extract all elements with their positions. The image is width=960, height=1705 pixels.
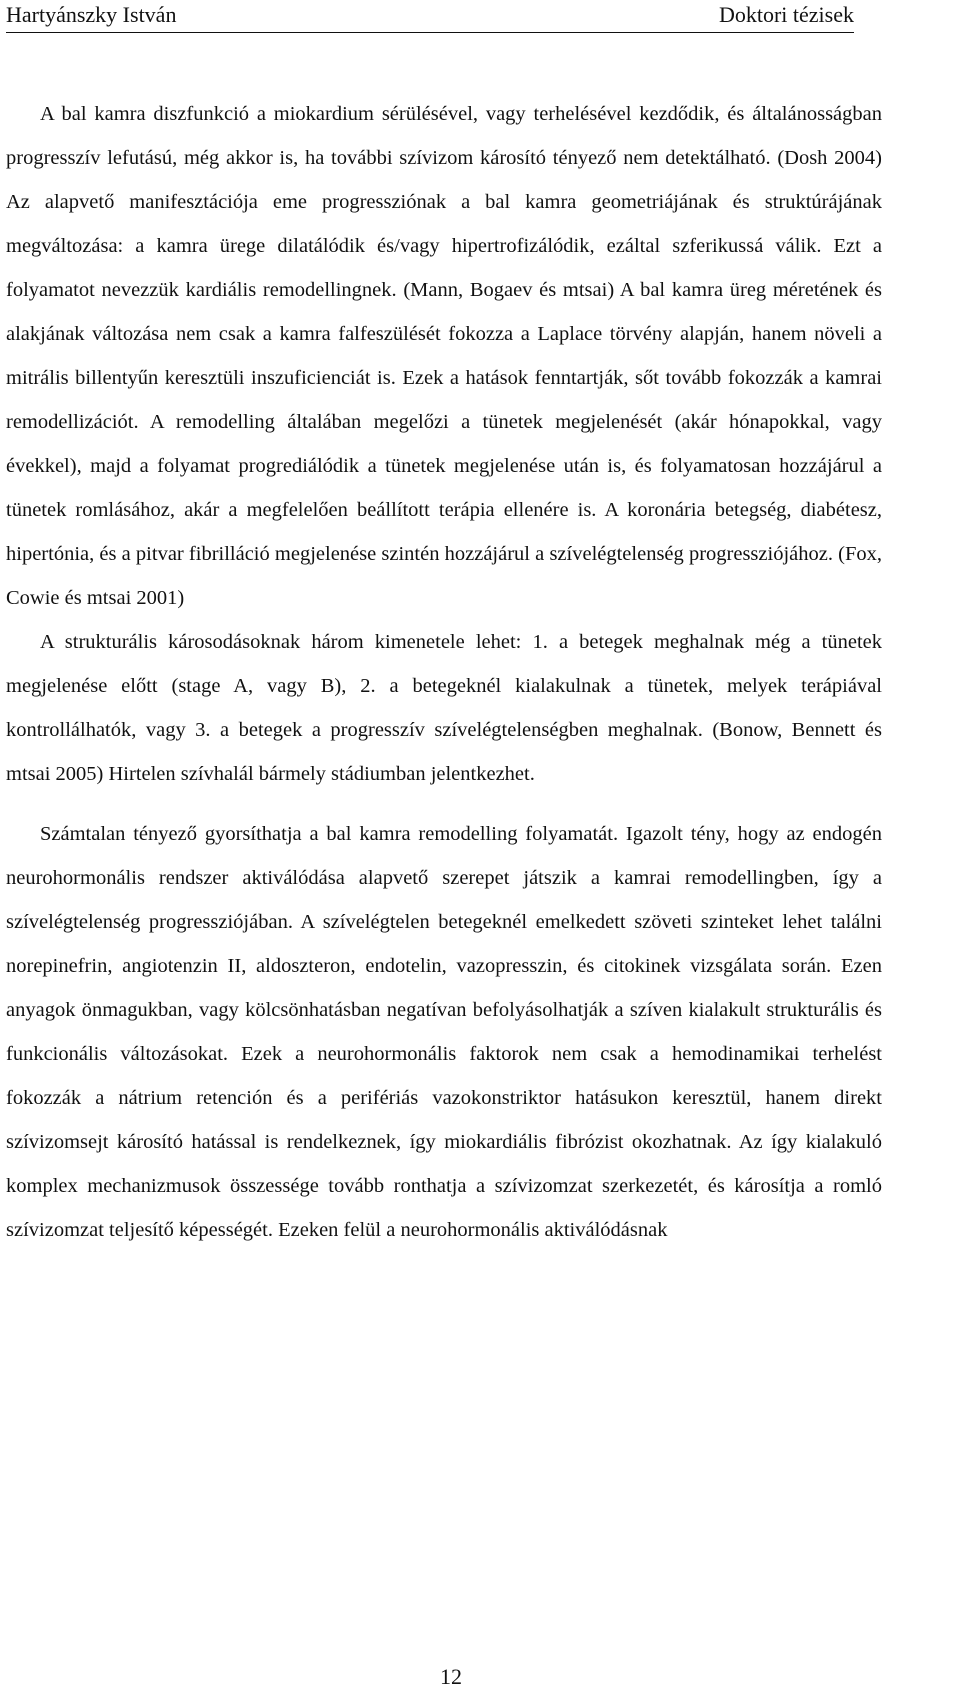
paragraph-outcomes: A strukturális károsodásoknak három kimenetele lehet: 1. a betegek meghalnak még a tünetek megjelenése előtt (stage A, vagy B), 2. a betegeknél kialakulnak a tünetek, melyek terápiával kontrollálhatók, vagy 3. a betegek a progresszív szívelégtelenségben meghalnak. (Bonow, Bennett és mtsai 2005) Hirtelen szívhalál bármely stádiumban jelentkezhet. <box>6 631 882 785</box>
paragraph-remodelling: A bal kamra diszfunkció a miokardium sérülésével, vagy terhelésével kezdődik, és általánosságban progresszív lefutású, még akkor is, ha további szívizom károsító tényező nem detektálható. (Dosh 2004) Az alapvető manifesztációja eme progressziónak a bal kamra geometriájának és struktúrájának megváltozása: a kamra ürege dilatálódik és/vagy hipertrofizálódik, ezáltal szferikussá válik. Ezt a folyamatot nevezzük kardiális remodellingnek. (Mann, Bogaev és mtsai) A bal kamra üreg méretének és alakjának változása nem csak a kamra falfeszülését fokozza a Laplace törvény alapján, hanem növeli a mitrális billentyűn keresztüli inszuficienciát is. Ezek a hatások fenntartják, sőt tovább fokozzák a kamrai remodellizációt. A remodelling általában megelőzi a tünetek megjelenését (akár hónapokkal, vagy évekkel), majd a folyamat progrediálódik a tünetek megjelenése után is, és folyamatosan hozzájárul a tünetek romlásához, akár a megfelelően beállított terápia ellenére is. A koronária betegség, diabétesz, hipertónia, és a pitvar fibrilláció megjelenése szintén hozzájárul a szívelégtelenség progressziójához. (Fox, Cowie és mtsai 2001) <box>6 103 882 609</box>
page-header <box>6 0 854 33</box>
body-text <box>6 92 882 1252</box>
header-doc-type: Doktori tézisek <box>718 2 854 27</box>
header-author: Hartyánszky István <box>6 2 177 27</box>
page-number: 12 <box>440 1664 462 1689</box>
paragraph-neurohormonal: Számtalan tényező gyorsíthatja a bal kamra remodelling folyamatát. Igazolt tény, hogy az endogén neurohormonális rendszer aktiválódása alapvető szerepet játszik a kamrai remodellingben, így a szívelégtelenség progressziójában. A szívelégtelen betegeknél emelkedett szöveti szinteket lehet találni norepinefrin, angiotenzin II, aldoszteron, endotelin, vazopresszin, és citokinek vizsgálata során. Ezen anyagok önmagukban, vagy kölcsönhatásban negatívan befolyásolhatják a szíven kialakult strukturális és funkcionális változásokat. Ezek a neurohormonális faktorok nem csak a hemodinamikai terhelést fokozzák a nátrium retención és a perifériás vazokonstriktor hatásukon keresztül, hanem direkt szívizomsejt károsító hatással is rendelkeznek, így miokardiális fibrózist okozhatnak. Az így kialakuló komplex mechanizmusok összessége tovább ronthatja a szívizomzat szerkezetét, és károsítja a romló szívizomzat teljesítő képességét. Ezeken felül a neurohormonális aktiválódásnak <box>6 823 882 1241</box>
